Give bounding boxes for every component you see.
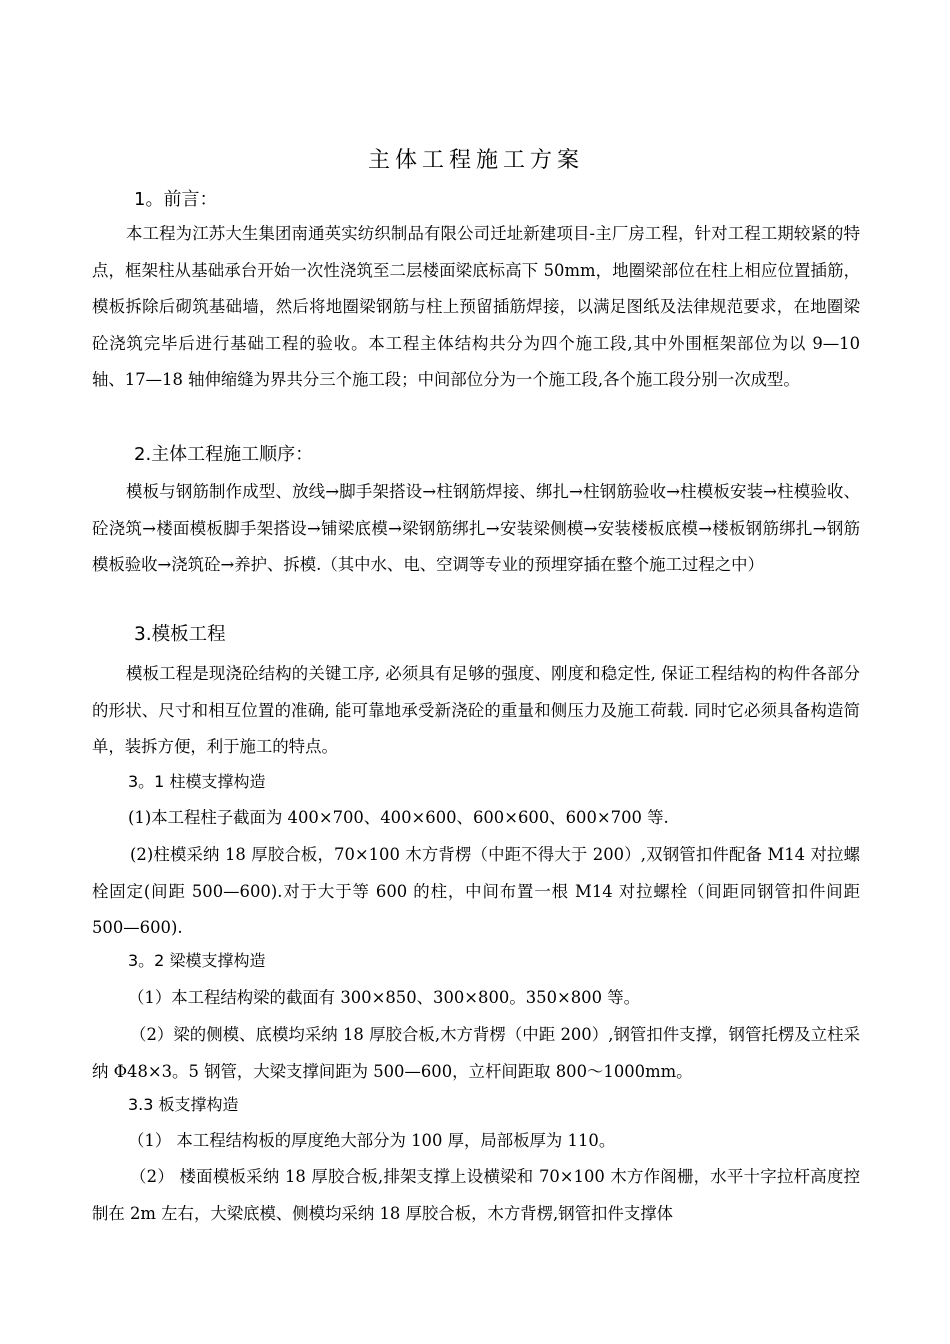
subsection-heading-slab: 3.3 板支撑构造	[128, 1095, 239, 1114]
section-paragraph-formwork: 模板工程是现浇砼结构的关键工序, 必须具有足够的强度、刚度和稳定性, 保证工程结构的构件各部分的形状、尺寸和相互位置的准确, 能可靠地承受新浇砼的重量和侧压力及施工荷载. 同时它必须具备构造简单，装拆方便，利于施工的特点。	[92, 664, 860, 756]
document-title: 主体工程施工方案	[367, 148, 584, 173]
section-heading-formwork: 3.模板工程	[134, 624, 226, 645]
list-item: （2）梁的侧模、底模均采纳 18 厚胶合板,木方背楞（中距 200）,钢管扣件支撑，钢管托楞及立柱采纳 Φ48×3。5 钢管，大梁支撑间距为 500—600，立杆间距取 800～1000mm。	[92, 1025, 860, 1081]
section-paragraph-sequence: 模板与钢筋制作成型、放线→脚手架搭设→柱钢筋焊接、绑扎→柱钢筋验收→柱模板安装→柱模验收、砼浇筑→楼面模板脚手架搭设→铺梁底模→梁钢筋绑扎→安装梁侧模→安装楼板底模→楼板钢筋绑扎→钢筋模板验收→浇筑砼→养护、拆模.（其中水、电、空调等专业的预埋穿插在整个施工过程之中）	[92, 482, 860, 574]
list-item: （1） 本工程结构板的厚度绝大部分为 100 厚，局部板厚为 110。	[128, 1131, 616, 1150]
section-paragraph-preface: 本工程为江苏大生集团南通英实纺织制品有限公司迁址新建项目-主厂房工程，针对工程工期较紧的特点，框架柱从基础承台开始一次性浇筑至二层楼面梁底标高下 50mm，地圈梁部位在柱上相应位置插筋，模板拆除后砌筑基础墙，然后将地圈梁钢筋与柱上预留插筋焊接，以满足图纸及法律规范要求，在地圈梁砼浇筑完毕后进行基础工程的验收。本工程主体结构共分为四个施工段,其中外围框架部位为以 9—10 轴、17—18 轴伸缩缝为界共分三个施工段；中间部位分为一个施工段,各个施工段分别一次成型。	[92, 224, 860, 389]
section-heading-sequence: 2.主体工程施工顺序：	[134, 444, 314, 465]
list-item: (1)本工程柱子截面为 400×700、400×600、600×600、600×700 等.	[128, 808, 669, 827]
section-heading-preface: 1。前言：	[134, 189, 218, 210]
list-item: （2） 楼面模板采纳 18 厚胶合板,排架支撑上设横梁和 70×100 木方作阁栅，水平十字拉杆高度控制在 2m 左右，大梁底模、侧模均采纳 18 厚胶合板，木方背楞,钢管扣件支撑体	[92, 1167, 860, 1223]
subsection-heading-beam: 3。2 梁模支撑构造	[128, 951, 266, 970]
list-item: （1）本工程结构梁的截面有 300×850、300×800。350×800 等。	[128, 988, 641, 1007]
list-item: (2)柱模采纳 18 厚胶合板，70×100 木方背楞（中距不得大于 200）,双钢管扣件配备 M14 对拉螺栓固定(间距 500—600).对于大于等 600 的柱，中间布置一根 M14 对拉螺栓（间距同钢管扣件间距 500—600).	[92, 845, 860, 937]
subsection-heading-column: 3。1 柱模支撑构造	[128, 772, 266, 791]
